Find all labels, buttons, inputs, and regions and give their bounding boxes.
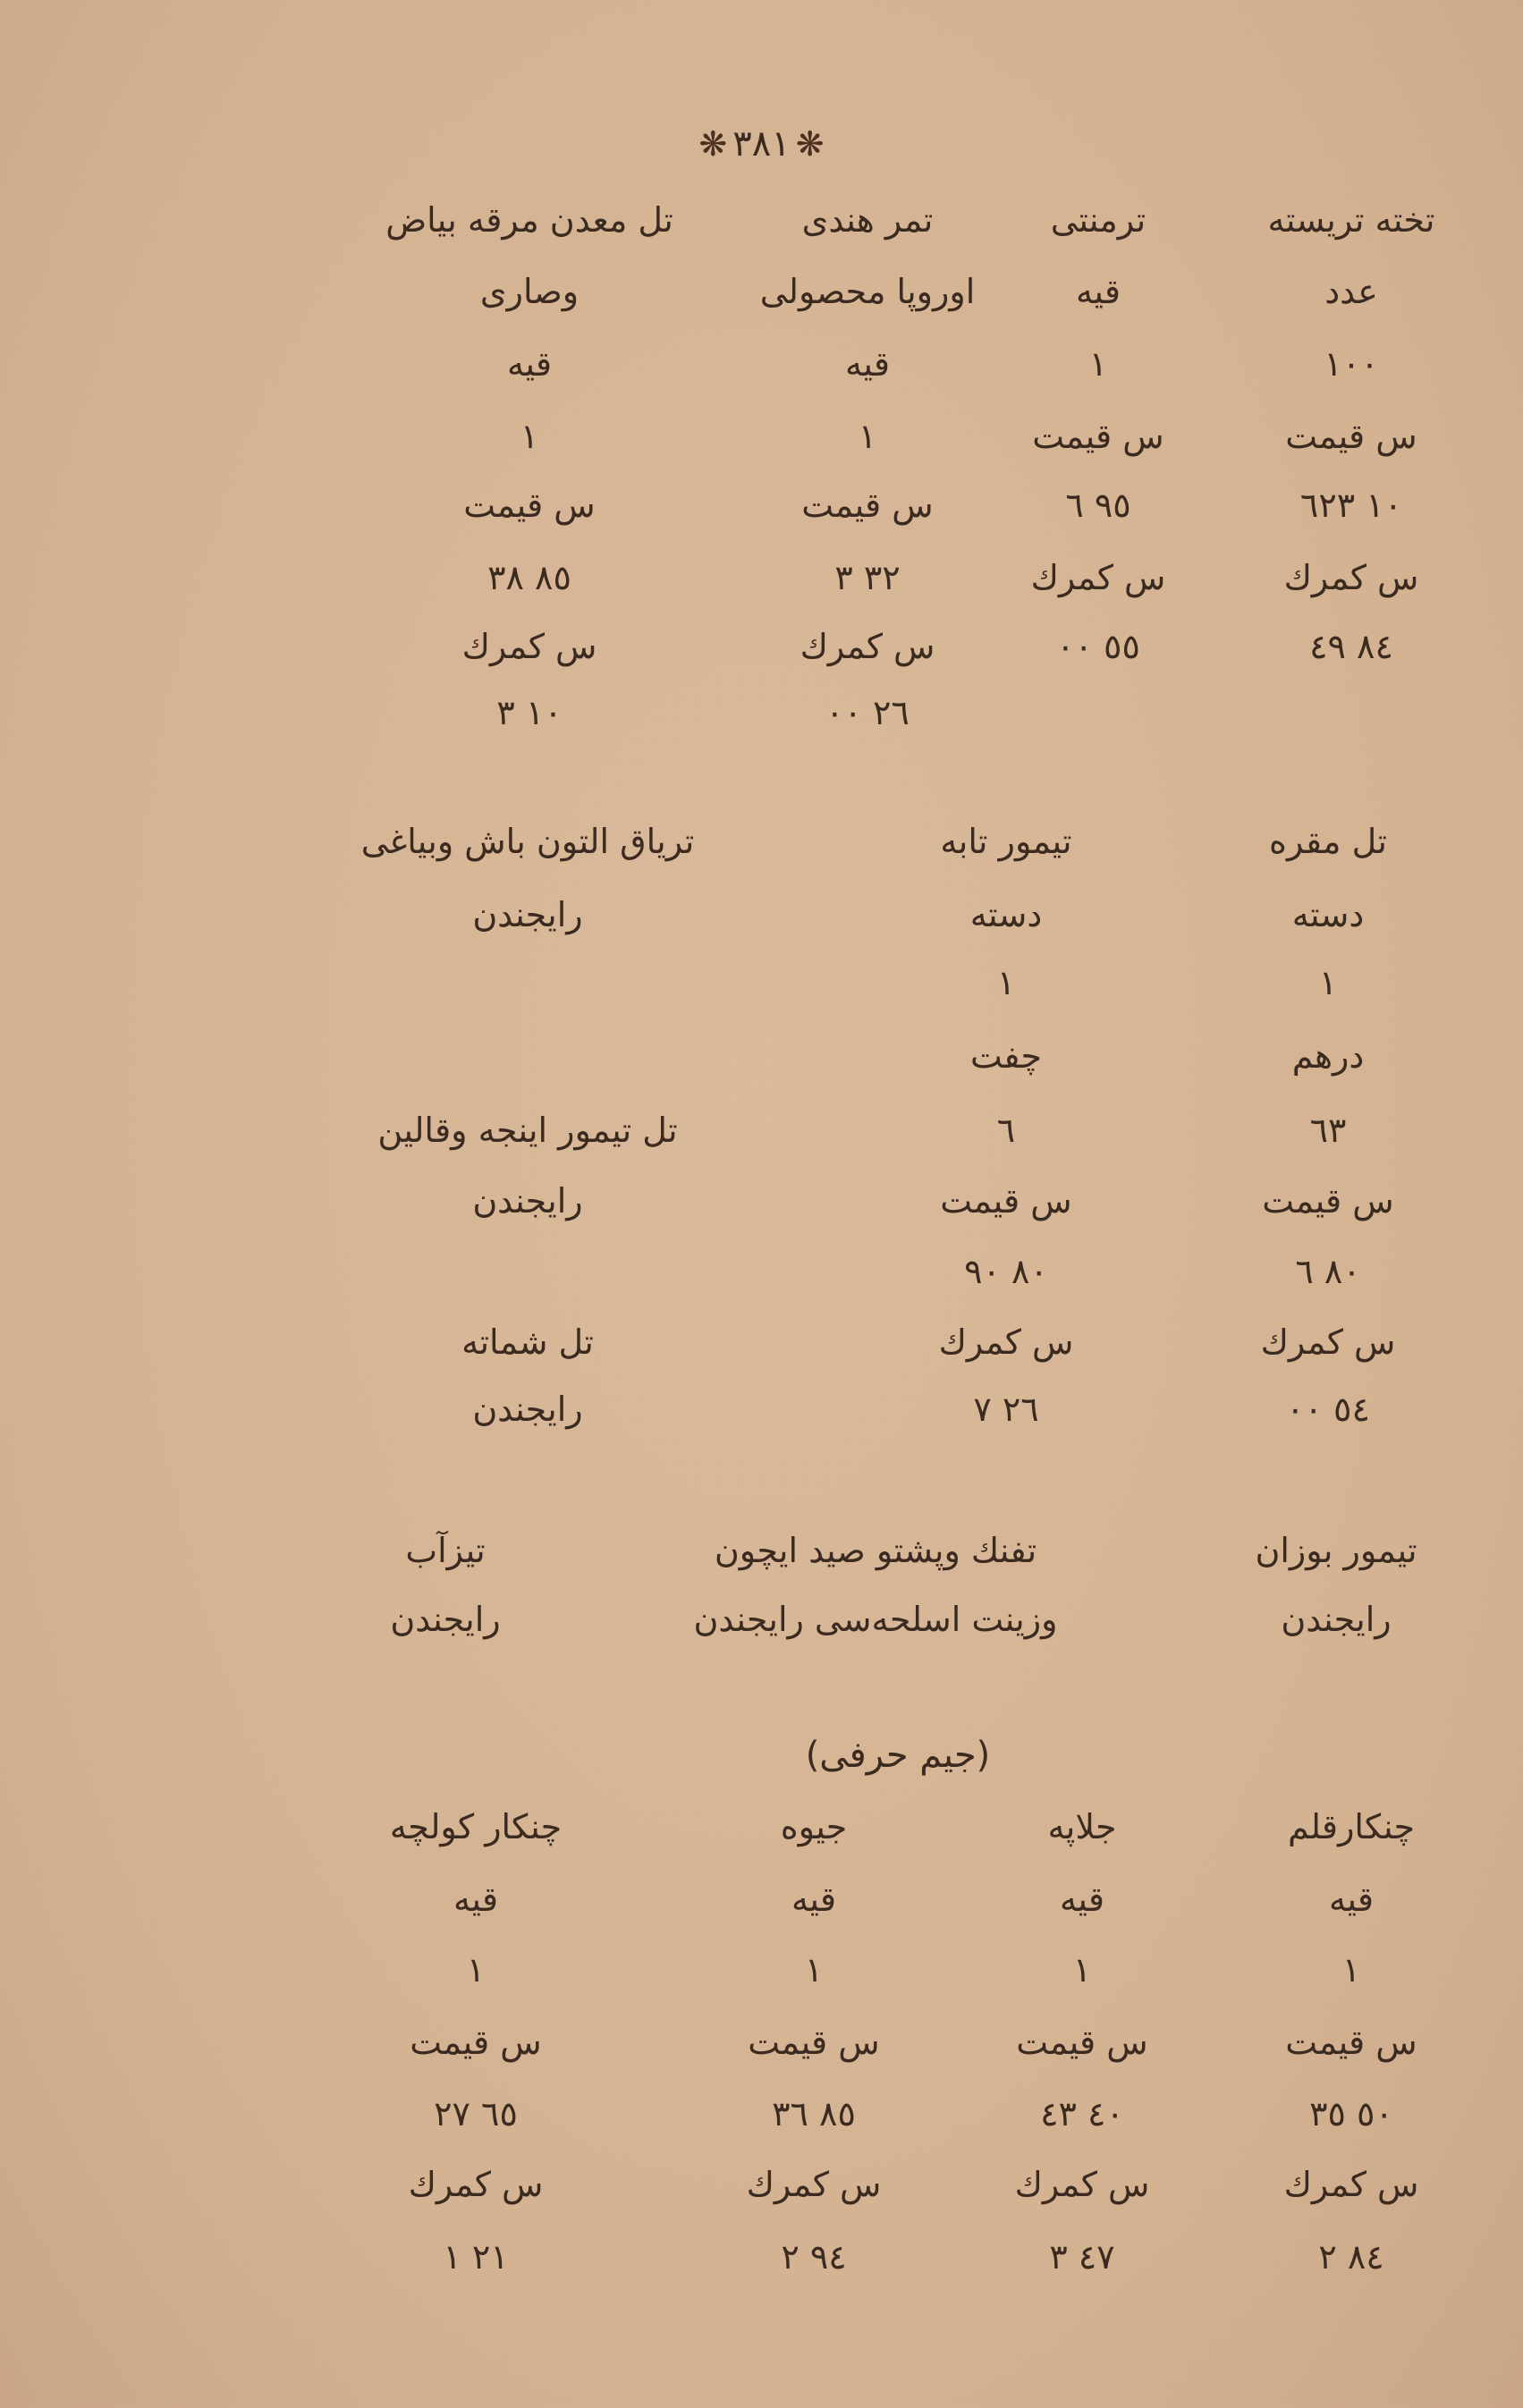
item-detail: قيه [1328, 1880, 1374, 1919]
item-detail: س كمرك [1283, 2165, 1419, 2204]
item-detail: س قيمت [940, 1181, 1072, 1221]
item-detail: ١٠٠ [1324, 344, 1379, 384]
item-detail: وصارى [479, 272, 580, 311]
item-detail: رايجندن [390, 1600, 501, 1639]
item-name: جلاپه [1047, 1807, 1117, 1846]
item-detail: س قيمت [1285, 417, 1417, 456]
page-number: ٣٨١ [732, 123, 791, 165]
item-detail: درهم [1291, 1036, 1365, 1076]
item-detail: قيه [1059, 1880, 1104, 1919]
floral-ornament-icon: ❋ [698, 124, 728, 164]
item-name: تيمور بوزان [1255, 1531, 1417, 1570]
item-name: ترمنتى [1050, 200, 1146, 240]
item-detail: ٥٤ ٠٠ [1286, 1390, 1370, 1429]
item-detail: ٤٠ ٤٣ [1040, 2094, 1124, 2133]
item-detail: ٢٦ ٧ [973, 1390, 1039, 1429]
item-detail: ٣٢ ٣ [834, 558, 901, 597]
item-detail: رايجندن [472, 1390, 583, 1429]
item-detail: رايجندن [472, 895, 583, 934]
item-detail: س قيمت [1016, 2023, 1148, 2062]
item-detail: ٥٥ ٠٠ [1056, 627, 1140, 666]
item-name: تيزآب [405, 1531, 486, 1570]
item-detail: س قيمت [801, 486, 934, 525]
item-detail: ٢١ ١ [443, 2237, 509, 2277]
item-name: ترياق التون باش وبياغى [360, 822, 695, 861]
item-detail: س كمرك [1260, 1322, 1396, 1362]
item-detail: ٥٠ ٣٥ [1309, 2094, 1393, 2133]
item-detail: تل شماته [461, 1322, 594, 1362]
item-detail: س قيمت [410, 2023, 542, 2062]
floral-ornament-icon: ❋ [795, 124, 825, 164]
item-detail: ٤٧ ٣ [1049, 2237, 1115, 2277]
item-detail: ٦٥ ٢٧ [434, 2094, 518, 2133]
item-name: تل معدن مرقه بياض [385, 200, 673, 240]
item-detail: ١ [858, 417, 877, 456]
item-detail: ٦ [996, 1111, 1016, 1150]
item-detail: س كمرك [746, 2165, 882, 2204]
item-detail: عدد [1324, 272, 1378, 311]
item-detail: ٨٠ ٩٠ [964, 1252, 1048, 1291]
page-header [0, 123, 1523, 165]
item-detail: س كمرك [408, 2165, 544, 2204]
item-detail: ٢٦ ٠٠ [825, 693, 910, 732]
item-detail: ١ [1318, 963, 1338, 1002]
item-detail: ١ [1341, 1950, 1361, 1990]
item-detail: س كمرك [1030, 558, 1166, 597]
item-detail: ١ [520, 417, 539, 456]
item-detail: ١ [1072, 1950, 1092, 1990]
item-detail: س كمرك [1014, 2165, 1150, 2204]
item-detail: ٨٠ ٦ [1295, 1252, 1361, 1291]
item-detail: س قيمت [1032, 417, 1164, 456]
item-detail: ٦٣ [1309, 1111, 1347, 1150]
item-detail: س قيمت [748, 2023, 880, 2062]
item-detail: س كمرك [800, 627, 935, 666]
item-detail: س قيمت [463, 486, 596, 525]
item-name: چنكار كولچه [389, 1807, 563, 1846]
item-detail: قيه [844, 344, 890, 384]
item-detail: قيه [453, 1880, 498, 1919]
item-detail: ٨٥ ٣٨ [487, 558, 571, 597]
item-detail: ١ [996, 963, 1016, 1002]
item-detail: تل تيمور اينجه وقالين [377, 1111, 678, 1150]
item-name: تخته تريسته [1267, 200, 1435, 240]
item-detail: س كمرك [461, 627, 597, 666]
section-heading: (جيم حرفى) [805, 1735, 991, 1776]
item-detail: س كمرك [938, 1322, 1074, 1362]
item-detail: س قيمت [1262, 1181, 1394, 1221]
item-detail: قيه [506, 344, 552, 384]
item-detail: ١٠ ٦٢٣ [1299, 486, 1403, 525]
item-detail: دسته [1291, 895, 1365, 934]
item-name: جيوه [780, 1807, 848, 1846]
item-detail: رايجندن [1281, 1600, 1392, 1639]
item-detail: ١ [1088, 344, 1108, 384]
item-detail: ١ [466, 1950, 486, 1990]
item-name: تيمور تابه [940, 822, 1072, 861]
item-detail: رايجندن [472, 1181, 583, 1221]
item-detail: اوروپا محصولى [759, 272, 976, 311]
item-detail: ١٠ ٣ [496, 693, 563, 732]
item-detail: چفت [969, 1036, 1043, 1076]
item-name: تل مقره [1269, 822, 1387, 861]
item-detail: قيه [791, 1880, 836, 1919]
item-detail: س كمرك [1283, 558, 1419, 597]
item-name: تفنك وپشتو صيد ايچون [714, 1531, 1037, 1570]
item-detail: ٩٤ ٢ [781, 2237, 847, 2277]
item-detail: قيه [1075, 272, 1121, 311]
item-detail: س قيمت [1285, 2023, 1417, 2062]
item-detail: ١ [804, 1950, 824, 1990]
item-name: تمر هندى [801, 200, 934, 240]
item-name: چنكارقلم [1288, 1807, 1415, 1846]
item-detail: وزينت اسلحه‌سى رايجندن [693, 1600, 1058, 1639]
item-detail: ٨٤ ٢ [1318, 2237, 1384, 2277]
item-detail: ٩٥ ٦ [1065, 486, 1131, 525]
item-detail: دسته [969, 895, 1043, 934]
item-detail: ٨٤ ٤٩ [1309, 627, 1393, 666]
item-detail: ٨٥ ٣٦ [772, 2094, 856, 2133]
